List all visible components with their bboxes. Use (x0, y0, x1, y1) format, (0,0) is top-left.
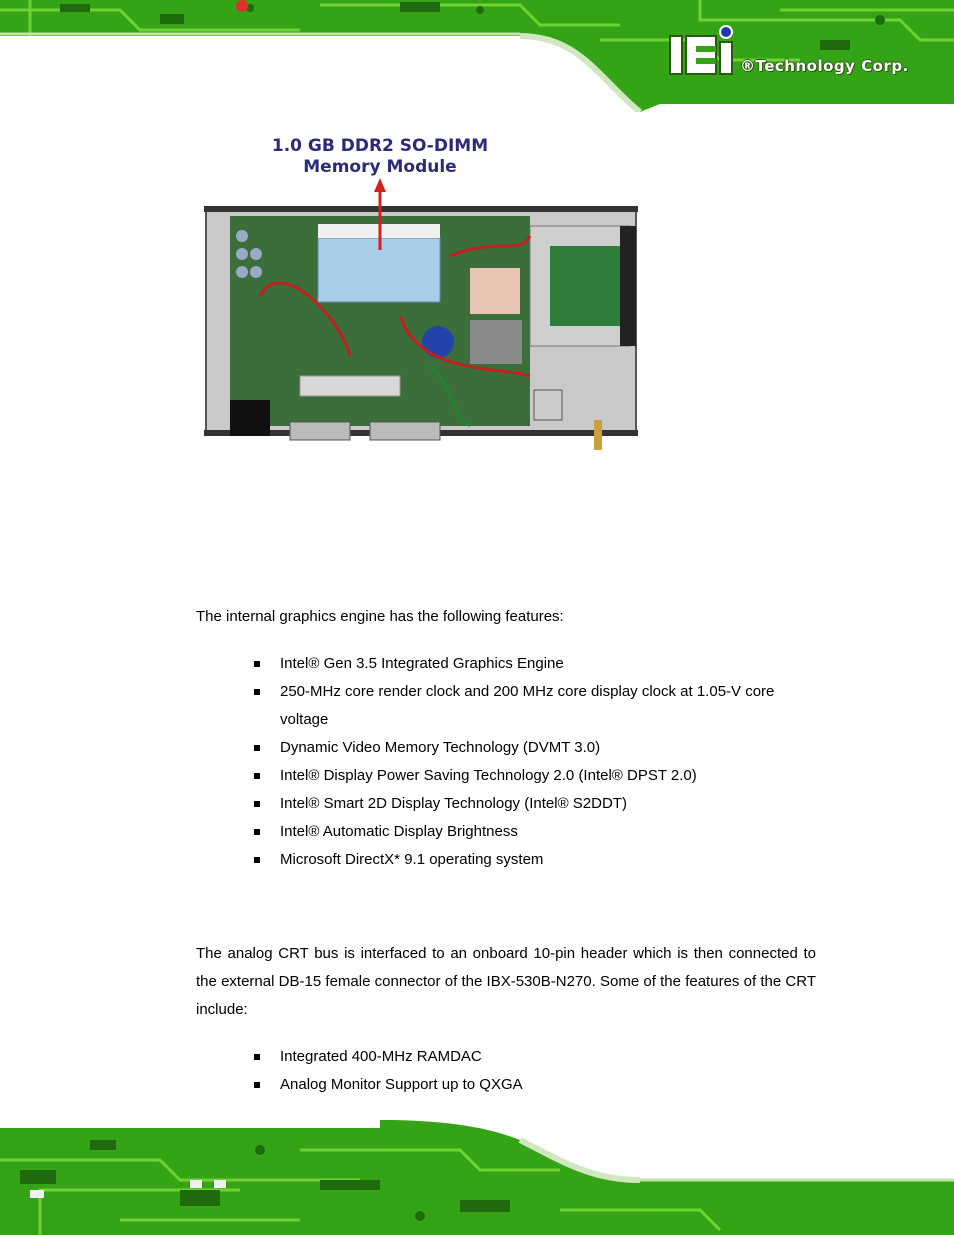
list-item: Intel® Smart 2D Display Technology (Intel® S2DDT) (250, 790, 810, 818)
list-item: Intel® Gen 3.5 Integrated Graphics Engine (250, 650, 810, 678)
crt-paragraph: The analog CRT bus is interfaced to an onboard 10-pin header which is then connected to the external DB-15 female connector of the IBX-530B-N270. Some of the features of the CRT include: (196, 945, 816, 1018)
bullet-icon (254, 829, 260, 835)
bullet-icon (254, 745, 260, 751)
iei-logo (666, 24, 936, 84)
list-item: Intel® Automatic Display Brightness (250, 818, 810, 846)
graphics-intro: The internal graphics engine has the following features: (196, 608, 564, 625)
bullet-icon (254, 1054, 260, 1060)
bullet-icon (254, 689, 260, 695)
list-item: Integrated 400-MHz RAMDAC (250, 1043, 810, 1071)
iei-logo-mark (666, 24, 740, 76)
list-item: Analog Monitor Support up to QXGA (250, 1071, 810, 1099)
motherboard-photo (200, 196, 650, 458)
crt-feature-list (250, 1043, 810, 1099)
bullet-icon (254, 857, 260, 863)
graphics-feature-list (250, 650, 810, 874)
callout-arrow (372, 178, 388, 250)
bullet-icon (254, 773, 260, 779)
header-banner (0, 0, 954, 112)
bullet-icon (254, 801, 260, 807)
circuit-board-footer-graphic (0, 1120, 954, 1235)
bullet-icon (254, 1082, 260, 1088)
list-item: Intel® Display Power Saving Technology 2.0 (Intel® DPST 2.0) (250, 762, 810, 790)
bullet-icon (254, 661, 260, 667)
list-item: Dynamic Video Memory Technology (DVMT 3.0) (250, 734, 810, 762)
logo-text: ®Technology Corp. (740, 57, 909, 75)
list-item: 250-MHz core render clock and 200 MHz core display clock at 1.05-V core voltage (250, 678, 810, 734)
callout-title-line2: Memory Module (303, 157, 457, 177)
footer-banner (0, 1120, 954, 1235)
callout-title-line1: 1.0 GB DDR2 SO-DIMM (271, 136, 489, 156)
list-item: Microsoft DirectX* 9.1 operating system (250, 846, 810, 874)
